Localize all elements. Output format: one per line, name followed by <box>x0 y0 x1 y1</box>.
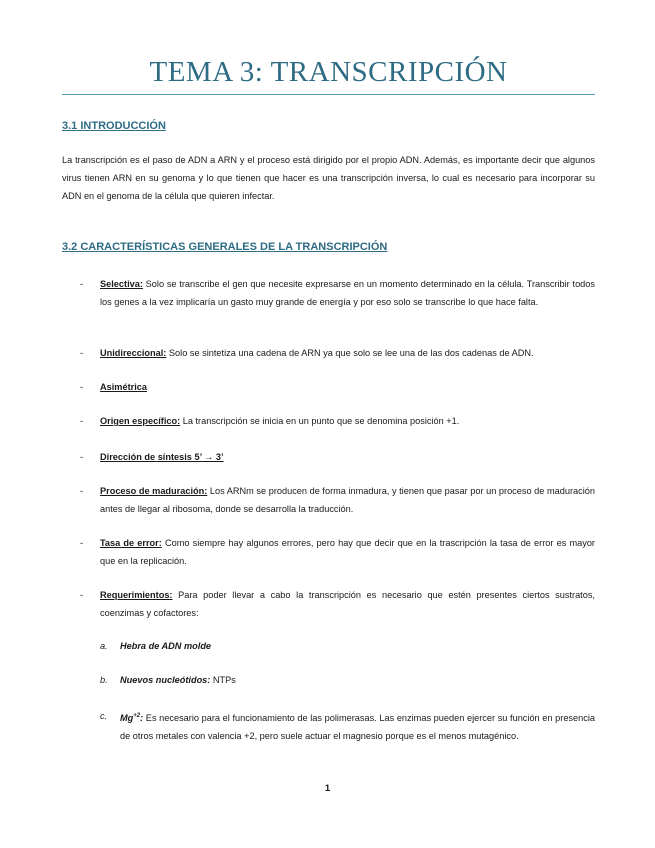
list-item <box>80 534 595 570</box>
list-dash: - <box>80 452 84 462</box>
list-item <box>80 482 595 518</box>
title-divider <box>62 94 595 95</box>
sub-item-text: Es necesario para el funcionamiento de las polimerasas. Las enzimas pueden ejercer su función en presencia de otros metales con valencia +2, pero suele actuar el magnesio porque es el menos mutagénico. <box>120 713 595 742</box>
item-label: Tasa de error: <box>100 538 162 548</box>
list-item <box>80 344 595 362</box>
item-label: Origen específico: <box>100 416 181 426</box>
superscript-charge: +2 <box>133 713 141 719</box>
section-heading-introduccion: 3.1 INTRODUCCIÓN <box>62 120 166 132</box>
list-item <box>80 378 595 396</box>
sub-item-marker: a. <box>100 641 108 651</box>
item-text: Los ARNm se producen de forma inmadura, y tienen que pasar por un proceso de maduración antes de llegar al ribosoma, donde se desarrolla la traducción. <box>100 486 595 514</box>
page-number: 1 <box>324 783 331 794</box>
list-dash: - <box>80 538 84 548</box>
sub-item-label: $Mg^{+2}$: <box>120 713 144 724</box>
item-text: Como siempre hay algunos errores, pero hay que decir que en la trascripción la tasa de error es mayor que en la replicación. <box>100 538 595 566</box>
sub-list-item <box>100 637 595 655</box>
section-heading-caracteristicas: 3.2 CARACTERÍSTICAS GENERALES DE LA TRANSCRIPCIÓN <box>62 241 388 253</box>
page-title: TEMA 3: TRANSCRIPCIÓN <box>149 56 508 88</box>
intro-paragraph: La transcripción es el paso de ADN a ARN y el proceso está dirigido por el propio ADN. Además, es importante decir que algunos virus tienen ARN en su genoma y lo que tienen que hacer es una transcripción inversa, lo cual es necesario para incorporar su ADN en el genoma de la célula que quieren infectar. <box>62 155 595 201</box>
item-label: Unidireccional: <box>100 348 167 358</box>
list-item <box>80 586 595 622</box>
list-dash: - <box>80 486 84 496</box>
sub-item-marker: c. <box>100 711 108 721</box>
list-dash: - <box>80 590 84 600</box>
item-label: Selectiva: <box>100 279 143 289</box>
list-dash: - <box>80 416 84 426</box>
sub-item-marker: b. <box>100 675 108 685</box>
sub-item-label: Nuevos nucleótidos: <box>120 675 211 685</box>
item-text: La transcripción se inicia en un punto que se denomina posición +1. <box>180 416 460 426</box>
list-dash: - <box>80 348 84 358</box>
item-label: Asimétrica <box>100 382 147 392</box>
list-dash: - <box>80 382 84 392</box>
list-item <box>80 275 595 311</box>
sub-list-item <box>100 671 595 689</box>
item-text: Solo se transcribe el gen que necesite expresarse en un momento determinado en la célula. Transcribir todos los genes a la vez implicaría un gasto muy grande de energía y por eso solo se transcribe lo que hace falta. <box>100 279 595 307</box>
list-item <box>80 412 595 430</box>
list-dash: - <box>80 279 84 289</box>
item-label: Dirección de síntesis 5’ → 3’ <box>100 452 224 462</box>
item-label: Proceso de maduración: <box>100 486 208 496</box>
list-item <box>80 448 595 466</box>
item-text: Solo se sintetiza una cadena de ARN ya que solo se lee una de las dos cadenas de ADN. <box>166 348 534 358</box>
item-text: Para poder llevar a cabo la transcripción es necesario que estén presentes ciertos sustratos, coenzimas y cofactores: <box>100 590 595 618</box>
item-label: Requerimientos: <box>100 590 173 600</box>
sub-list-item <box>100 707 595 745</box>
sub-item-text: NTPs <box>210 675 236 685</box>
sub-item-label: Hebra de ADN molde <box>120 641 212 651</box>
